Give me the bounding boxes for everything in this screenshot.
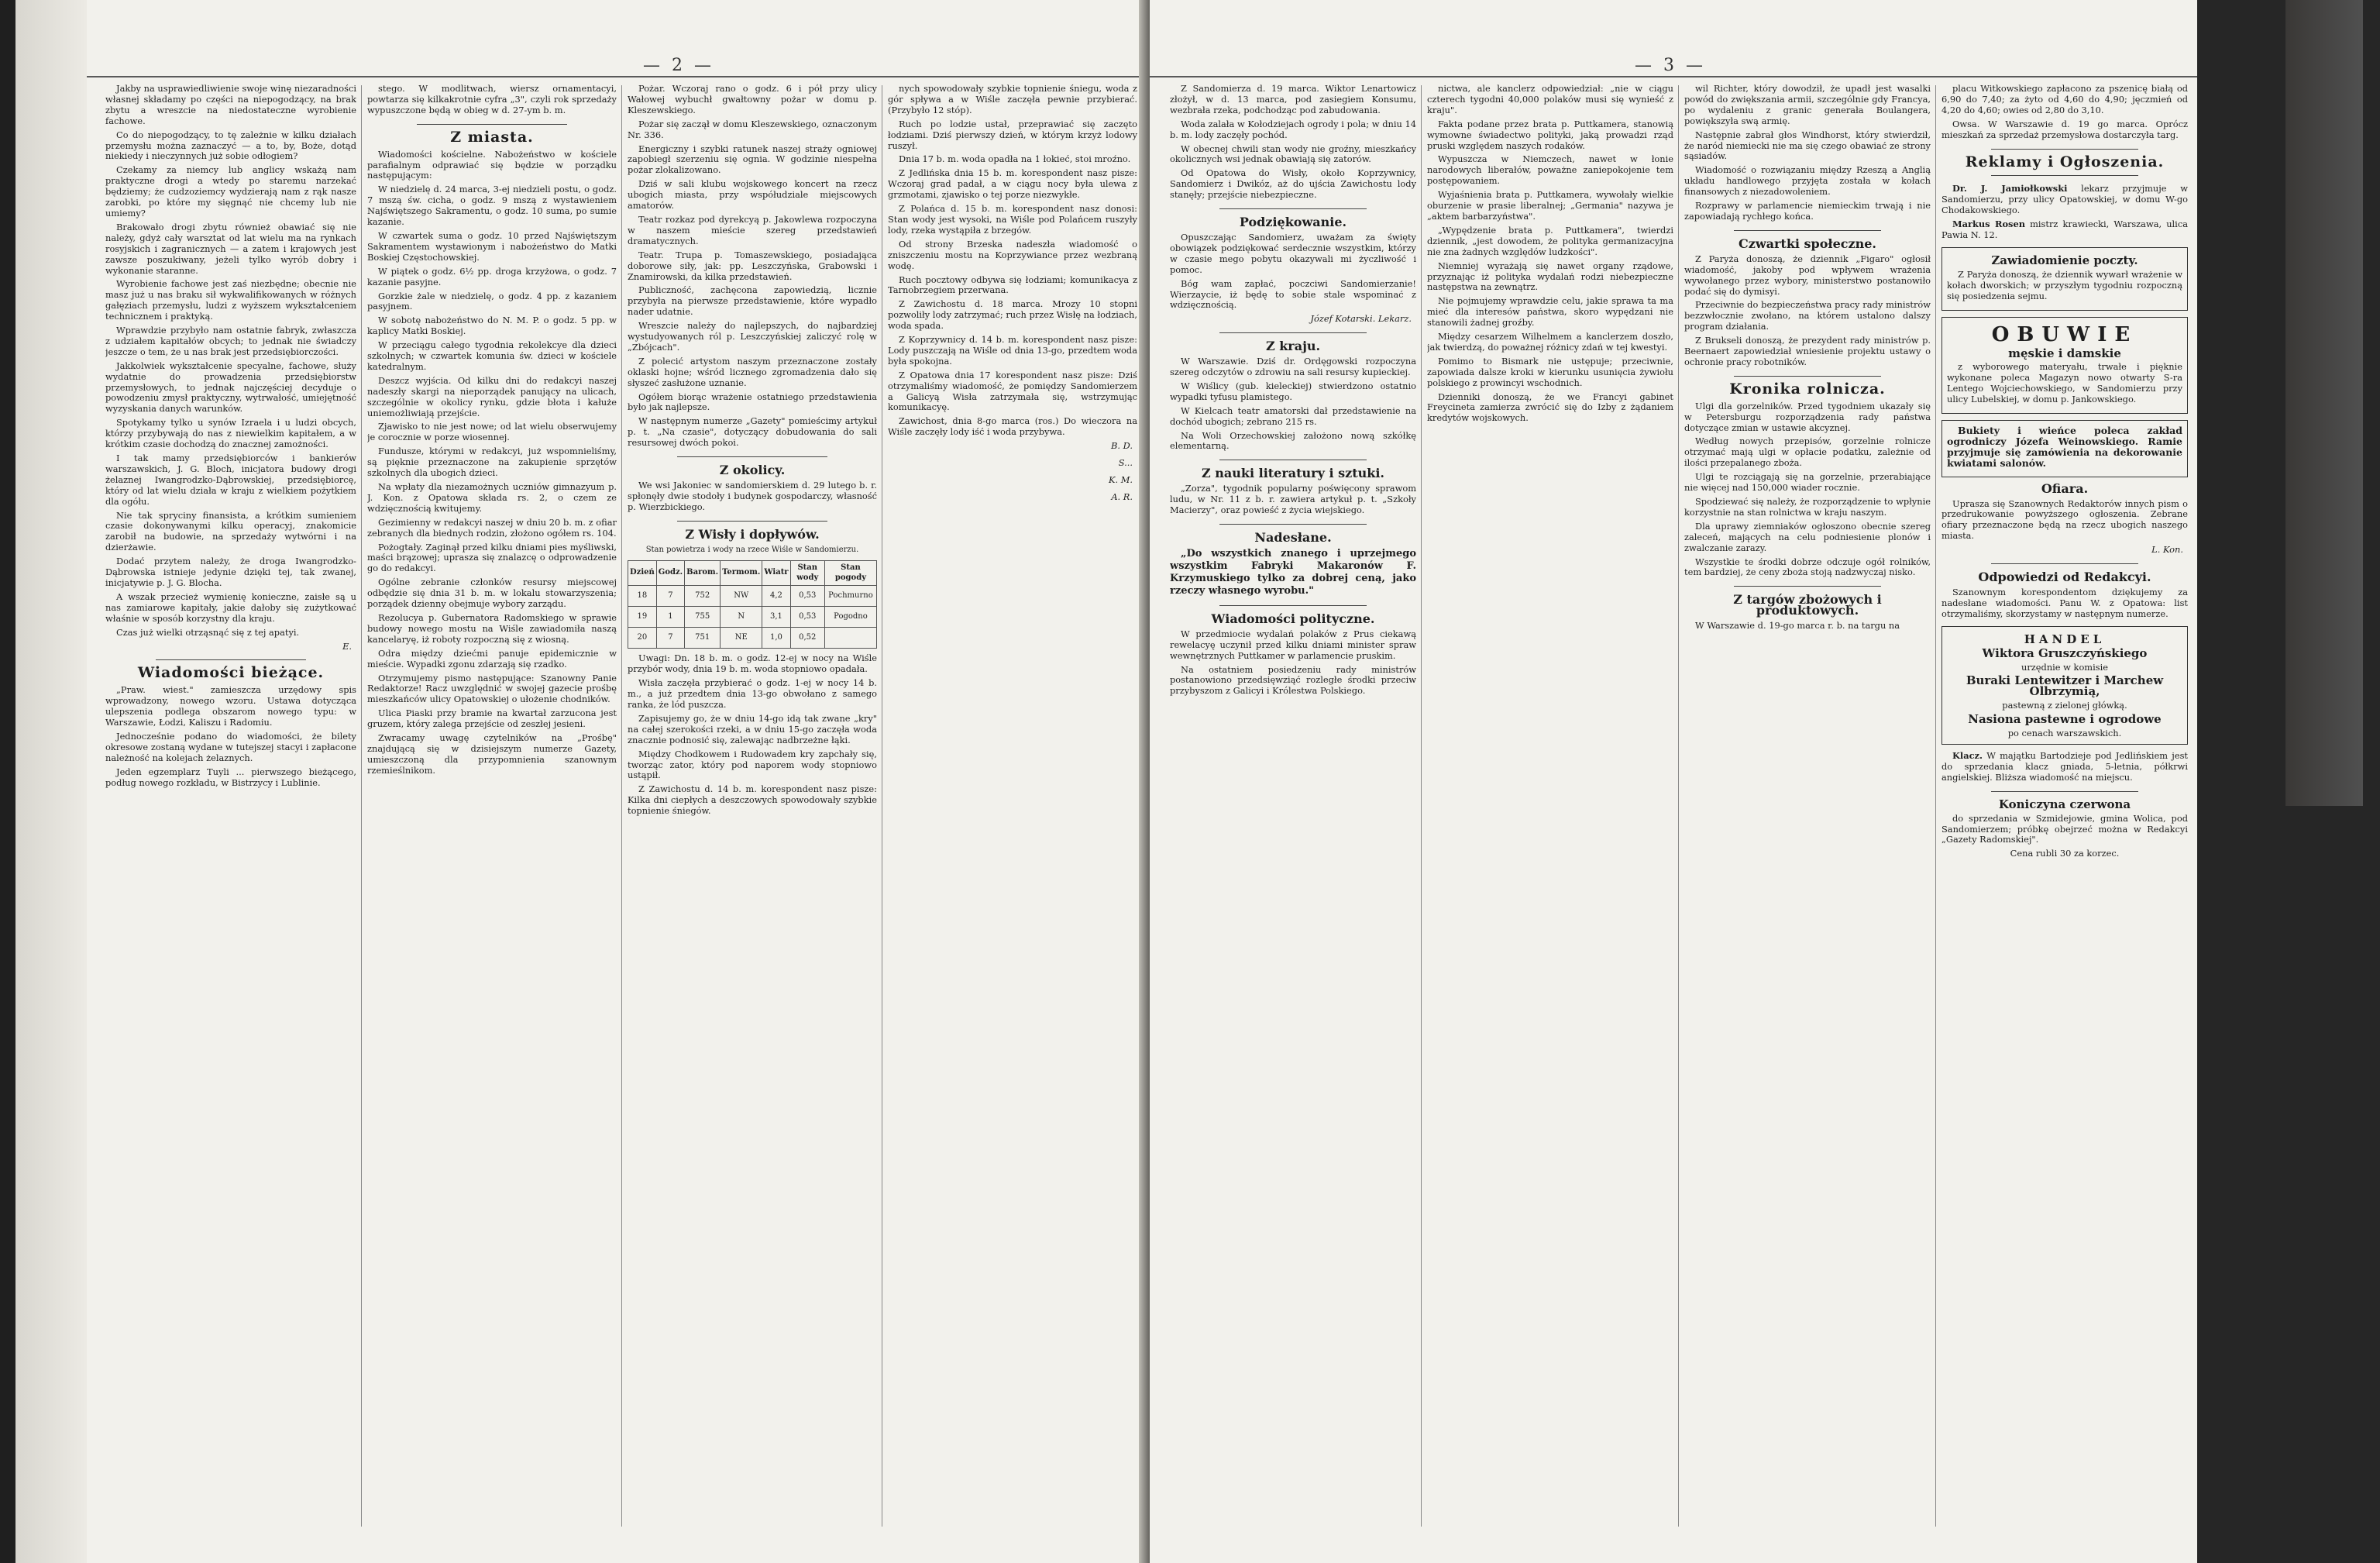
paragraph: Wyjaśnienia brata p. Puttkamera, wywołały wielkie oburzenie w prasie liberalnej; „Germania" nazywa je „aktem barbarzyństwa". [1427, 189, 1673, 222]
paragraph: Na wpłaty dla niezamożnych uczniów gimnazyum p. J. Kon. z Opatowa składa rs. 2, o czem ze wdzięcznością kwitujemy. [367, 481, 617, 514]
divider [1219, 208, 1367, 209]
column-4 [888, 84, 1137, 1541]
article-text [1170, 232, 1416, 311]
page-number: — 3 — [1635, 56, 1706, 75]
table-cell: 7 [656, 628, 684, 649]
paragraph: Otrzymujemy pismo następujące: Szanowny Panie Redaktorze! Racz uwzględnić w swojej gazecie prośbę mieszkańców ulicy Opatowskiej o ułożenie chodników. [367, 672, 617, 705]
section-heading: Z Wisły i dopływów. [685, 526, 820, 542]
signature: K. M. [1108, 474, 1133, 485]
ad-text: lekarz przyjmuje w Sandomierzu, przy ulicy Opatowskiej, w domu W-go Chodakowskiego. [1941, 183, 2188, 216]
paragraph: Uwagi: Dn. 18 b. m. o godz. 12-ej w nocy na Wiśle przybór wody, dnia 19 b. m. woda stopniowo opadała. [628, 652, 877, 675]
ad-name: Wiktora Gruszczyńskiego [1982, 646, 2148, 660]
paragraph: A wszak przecież wymienię konieczne, zaisłe są u nas zamiarowe kapitały, jakie dałoby się zużytkować właśnie w sposób korzystny dla kraju. [105, 590, 356, 624]
ad-box [1941, 317, 2188, 414]
section-heading: Z nauki literatury i sztuki. [1202, 466, 1384, 481]
article-text [628, 480, 877, 513]
article-text [1170, 484, 1416, 516]
table-cell: Pogodno [824, 607, 876, 628]
paragraph: Zawichost, dnia 8-go marca (ros.) Do wieczora na Wiśle zaczęły lody iść i woda przybywa. [888, 415, 1137, 438]
signature: A. R. [1111, 491, 1133, 502]
paragraph: „Zorza", tygodnik popularny poświęcony sprawom ludu, w Nr. 11 z b. r. zawiera artykuł p. t. „Szkoły Macierzy", oraz powieść z życia wiejskiego. [1170, 483, 1416, 516]
ad-text: po cenach warszawskich. [2007, 728, 2122, 739]
article-text [1170, 356, 1416, 452]
ad-text: Bukiety i wieńce poleca zakład ogrodniczy Józefa Weinowskiego. Ramie przyjmuje się zamówienia na dekorowanie kwiatami salonów. [1947, 425, 2182, 469]
paragraph: Wreszcie należy do najlepszych, do najbardziej wystudyowanych ról p. Leszczyńskiej zaliczyć rolę w „Zbójcach". [628, 320, 877, 353]
article-text [628, 84, 877, 449]
ad-name: Klacz. [1952, 749, 1983, 761]
column-1 [1170, 84, 1416, 1541]
paragraph: Z Zawichostu d. 14 b. m. korespondent nasz pisze: Kilka dni ciepłych a deszczowych spowodowały szybkie topnienie śniegów. [628, 783, 877, 817]
article-text [1684, 254, 1931, 368]
paragraph: Dzienniki donoszą, że we Francyi gabinet Freycineta zamierza zwrócić się do Izby z żądaniem kredytów wojskowych. [1427, 391, 1673, 424]
article-text [1941, 84, 2188, 141]
paragraph: W czwartek suma o godz. 10 przed Najświętszym Sakramentem wystawionym i nabożeństwo do Matki Boskiej Częstochowskiej. [367, 229, 617, 263]
page-number: — 2 — [643, 56, 714, 75]
table-cell: 755 [685, 607, 721, 628]
paragraph: Zapisujemy go, że w dniu 14-go idą tak zwane „kry" na całej szerokości rzeki, a w dniu 15-go zaczęła woda znacznie podnosić się, zalewając nadbrzeżne łąki. [628, 712, 877, 745]
paragraph: Następnie zabrał głos Windhorst, który stwierdził, że naród niemiecki nie ma się czego obawiać ze strony sąsiadów. [1684, 129, 1931, 162]
ad-name: Markus Rosen [1952, 219, 2026, 230]
ad-text: Uprasza się Szanownych Redaktorów innych pism o przedrukowanie powyższego ogłoszenia. Zebrane ofiary przeznaczone będą na rzecz ubogich naszego miasta. [1941, 497, 2188, 542]
paragraph: Przeciwnie do bezpieczeństwa pracy rady ministrów bezzwłocznie zwołano, na którem ustalono dalszy program działania. [1684, 299, 1931, 332]
table-cell: 20 [628, 628, 657, 649]
table-row [628, 586, 877, 607]
ad-title: HANDEL [2024, 632, 2106, 646]
table-cell: 0,52 [790, 628, 824, 649]
column-3 [1684, 84, 1931, 1541]
paragraph: Ulgi te rozciągają się na gorzelnie, przerabiające nie więcej nad 150,000 wiader rocznie. [1684, 471, 1931, 494]
table-row [628, 628, 877, 649]
divider [1991, 563, 2139, 564]
section-heading: Z miasta. [450, 128, 534, 146]
paragraph: Owsa. W Warszawie d. 19 go marca. Oprócz mieszkań za sprzedaż przemysłowa dostarczyła targ. [1941, 118, 2188, 140]
table-cell: NE [721, 628, 762, 649]
paragraph: nych spowodowały szybkie topnienie śniegu, woda z gór spływa a w Wiśle zaczęła pewnie przybierać. (Przybyło 12 stóp). [888, 84, 1137, 115]
divider [1734, 376, 1882, 377]
column-divider [621, 85, 622, 1527]
paragraph: Woda zalała w Kołodziejach ogrody i pola; w dniu 14 b. m. lody zaczęły pochód. [1170, 118, 1416, 140]
paragraph: Wypuszcza w Niemczech, nawet w łonie narodowych liberałów, poważne zaniepokojenie tem postępowaniem. [1427, 153, 1673, 187]
column-2 [1427, 84, 1673, 1541]
section-heading: Wiadomości bieżące. [137, 664, 325, 682]
article-text [367, 84, 617, 116]
ad-text: Nasiona pastewne i ogrodowe [1968, 712, 2162, 727]
divider [1219, 605, 1367, 606]
divider [1219, 332, 1367, 333]
paragraph: wil Richter, który dowodził, że upadł jest wasalki powód do zwiększania armii, szczególnie gdy Francya, po wydaleniu z granic generała Boulangera, powiększyła swą armię. [1684, 84, 1931, 126]
article-text [1170, 84, 1416, 201]
ad-title: OBUWIE [1991, 322, 2138, 346]
article-text [1684, 621, 1931, 632]
table-header-cell: Barom. [685, 560, 721, 586]
paragraph: W następnym numerze „Gazety" pomieścimy artykuł p. t. „Na czasie", dotyczący dobudowania do sali resursowej dwóch pokoi. [628, 415, 877, 449]
paragraph: We wsi Jakoniec w sandomierskiem d. 29 lutego b. r. spłonęły dwie stodoły i budynek gospodarczy, własność p. Wierzbickiego. [628, 480, 877, 512]
article-text [105, 685, 356, 788]
paragraph: Ogółem biorąc wrażenie ostatniego przedstawienia było jak najlepsze. [628, 391, 877, 413]
paragraph: Wiadomości kościelne. Nabożeństwo w kościele parafialnym odprawiać się będzie w porządku następującym: [367, 148, 617, 181]
article-text [105, 84, 356, 639]
section-heading: Kronika rolnicza. [1729, 380, 1886, 398]
background-object [2285, 0, 2363, 806]
paragraph: „Wypędzenie brata p. Puttkamera", twierdzi dziennik, „jest dowodem, że polityka germanizacyjna nie zna żadnych względów ludzkości". [1427, 224, 1673, 257]
ad-text: Z Paryża donoszą, że dziennik wywarł wrażenie w kołach dworskich; w przyszłym tygodniu rozpoczną się posiedzenia sejmu. [1947, 268, 2182, 301]
header-rule [1150, 76, 2197, 77]
paragraph: Z Polańca d. 15 b. m. korespondent nasz donosi: Stan wody jest wysoki, na Wiśle pod Polańcem ruszyły lody, rzeka wystąpiła z brzegów. [888, 203, 1137, 236]
table-header-cell: Godz. [656, 560, 684, 586]
ad-subtitle: męskie i damskie [2008, 346, 2121, 360]
paragraph: Dziś w sali klubu wojskowego koncert na rzecz ubogich miasta, przy współudziale miejscowych amatorów. [628, 178, 877, 212]
table-cell: 1 [656, 607, 684, 628]
ad-text: do sprzedania w Szmidejowie, gmina Wolica, pod Sandomierzem; próbkę obejrzeć można w Redakcyi „Gazety Radomskiej". [1941, 812, 2188, 845]
column-4-advertisements [1941, 84, 2188, 1541]
paragraph: W przedmiocie wydalań polaków z Prus ciekawą rewelacyę uczynił przed kilku dniami minister spraw wewnętrznych Puttkamer w parlamencie pruskim. [1170, 628, 1416, 661]
article-text [888, 84, 1137, 438]
paragraph: Ruch po lodzie ustał, przeprawiać się zaczęto łodziami. Dziś pierwszy dzień, w którym krzyż lodowy ruszył. [888, 118, 1137, 151]
paragraph: Z Jedlińska dnia 15 b. m. korespondent nasz pisze: Wczoraj grad padał, a w ciągu nocy była ulewa z grzmotami, zjawisko o tej porze niezwykłe. [888, 167, 1137, 201]
paragraph: W piątek o godz. 6½ pp. droga krzyżowa, o godz. 7 kazanie pasyjne. [367, 265, 617, 287]
paragraph: Czekamy za niemcy lub anglicy wskażą nam praktyczne drogi a wtedy po staremu narzekać będziemy; że cudzoziemcy wydzierają nam z rąk nasze zarobki, po które my sięgnąć nie chcemy lub nie umiemy? [105, 164, 356, 219]
table-cell: NW [721, 586, 762, 607]
paragraph: Od Opatowa do Wisły, około Koprzywnicy, Sandomierz i Dwikóz, aż do ujścia Zawichostu lody stanęły; przejście niebezpieczne. [1170, 167, 1416, 201]
paragraph: Deszcz wyjścia. Od kilku dni do redakcyi naszej nadeszły skargi na nieporządek panujący na ulicach, szczególnie w okolicy rynku, gdzie błota i kałuże uniemożliwiają przejście. [367, 374, 617, 418]
paragraph: Od strony Brzeska nadeszła wiadomość o zniszczeniu mostu na Koprzywiance przez wezbraną wodę. [888, 238, 1137, 271]
paragraph: Nie pojmujemy wprawdzie celu, jakie sprawa ta ma mieć dla interesów państwa, skoro wypędzani nie stanowili żadnej groźby. [1427, 295, 1673, 329]
table-header-cell: Stan pogody [824, 560, 876, 586]
divider [417, 124, 566, 125]
table-cell: 19 [628, 607, 657, 628]
ad-text: Buraki Lentewitzer i Marchew Olbrzymią, [1966, 673, 2164, 699]
paragraph: Pomimo to Bismark nie ustępuje; przeciwnie, zapowiada dalsze kroki w kierunku usunięcia żywiołu polskiego z prowincyi wschodnich. [1427, 355, 1673, 388]
header-rule [87, 76, 1147, 77]
table-cell: 7 [656, 586, 684, 607]
article-text [1427, 84, 1673, 424]
table-header-cell: Stan wody [790, 560, 824, 586]
signature: E. [342, 640, 352, 652]
paragraph: „Praw. wiest." zamieszcza urzędowy spis wprowadzony, nowego wzoru. Ustawa dotycząca ulepszenia podlega obszarom nowego typu: w Warszawie, Łodzi, Kaliszu i Radomiu. [105, 684, 356, 728]
paragraph: Wprawdzie przybyło nam ostatnie fabryk, zwłaszcza z udziałem kapitałów obcych; to jednak nie świadczy jeszcze o tem, że u nas brak jest przedsiębiorczości. [105, 325, 356, 357]
paragraph: W sobotę nabożeństwo do N. M. P. o godz. 5 pp. w kaplicy Matki Boskiej. [367, 315, 617, 337]
paragraph: Z Paryża donoszą, że dziennik „Figaro" ogłosił wiadomość, jakoby pod wpływem wrażenia wywołanego przez wybory, ministerstwo postanowiło podać się do dymisyi. [1684, 253, 1931, 297]
divider [1991, 791, 2139, 792]
section-heading: Czwartki społeczne. [1739, 236, 1876, 251]
paragraph: Gezimienny w redakcyi naszej w dniu 20 b. m. z ofiar zebranych dla biednych rodzin, złożono ogółem rs. 104. [367, 516, 617, 539]
paragraph: Ruch pocztowy odbywa się łodziami; komunikacya z Tarnobrzegiem przerwana. [888, 274, 1137, 296]
left-page [87, 0, 1147, 1563]
paragraph: Z Opatowa dnia 17 korespondent nasz pisze: Dziś otrzymaliśmy wiadomość, że pomiędzy Sandomierzem a Galicyą Wisła zatrzymała się, wstrzymując komunikacyę. [888, 369, 1137, 413]
signature: Józef Kotarski. Lekarz. [1310, 313, 1412, 325]
article-text [1170, 629, 1416, 697]
table-cell: Pochmurno [824, 586, 876, 607]
paragraph: Zjawisko to nie jest nowe; od lat wielu obserwujemy je corocznie w porze wiosennej. [367, 421, 617, 443]
table-cell: 3,1 [762, 607, 790, 628]
paragraph: Zwracamy uwagę czytelników na „Prośbę" znajdującą się w dzisiejszym numerze Gazety, umieszczoną dla przypomnienia szanownym rzemieślnikom. [367, 732, 617, 776]
column-2 [367, 84, 617, 1541]
paragraph: Pożogtały. Zaginął przed kilku dniami pies myśliwski, maści brązowej; uprasza się znalazcę o odprowadzenie go do redakcyi. [367, 541, 617, 574]
paragraph: Jakby na usprawiedliwienie swoje winę niezaradności własnej składamy po części na niepogodzący, na brak zbytu a wreszcie na niedostateczne wyrobienie fachowe. [105, 84, 356, 126]
ad-text: Szanownym korespondentom dziękujemy za nadesłane wiadomości. Panu W. z Opatowa: list otrzymaliśmy, skorzystamy w następnym numerze. [1941, 587, 2188, 619]
article-text [628, 784, 877, 817]
article-text [367, 150, 617, 776]
paragraph: Niemniej wyrażają się nawet organy rządowe, przyznając iż polityka wydalań rodzi niebezpieczne następstwa na zewnątrz. [1427, 260, 1673, 293]
paragraph: Rozprawy w parlamencie niemieckim trwają i nie zapowiadają rychłego końca. [1684, 200, 1931, 222]
paragraph: Energiczny i szybki ratunek naszej straży ogniowej zapobiegł szerzeniu się ognia. W godzinie niespełna pożar zlokalizowano. [628, 143, 877, 176]
section-heading: Wiadomości polityczne. [1211, 611, 1375, 626]
table-cell: 0,53 [790, 586, 824, 607]
divider [677, 456, 827, 457]
paragraph: W Warszawie d. 19-go marca r. b. na targu na [1695, 620, 1900, 632]
ad-title: Zawiadomienie poczty. [1991, 253, 2138, 267]
stacked-page-edges [15, 0, 93, 1563]
paragraph: Według nowych przepisów, gorzelnie rolnicze otrzymać mają ulgi w opłacie podatku, zależnie od ilości przepalanego zboża. [1684, 436, 1931, 469]
paragraph: W Warszawie. Dziś dr. Ordęgowski rozpoczyna szereg odczytów o zdrowiu na sali resursy kupieckiej. [1170, 356, 1416, 378]
paragraph: Ulgi dla gorzelników. Przed tygodniem ukazały się w Petersburgu rozporządzenia rady państwa dotyczące zmian w ustawie akcyznej. [1684, 400, 1931, 433]
table-cell: 1,0 [762, 628, 790, 649]
paragraph: Co do niepogodzący, to tę zależnie w kilku działach przemysłu można zaznaczyć — a to, by, Boże, dotąd niekiedy i nieczynnych już sobie odłogiem? [105, 129, 356, 162]
paragraph: Z Koprzywnicy d. 14 b. m. korespondent nasz pisze: Lody puszczają na Wiśle od dnia 13-go, przedtem woda była spokojna. [888, 334, 1137, 367]
paragraph: Z Sandomierza d. 19 marca. Wiktor Lenartowicz złożył, w d. 13 marca, pod zasiegiem Konsumu, wezbrała rzeka, podchodząc pod zabudowania. [1170, 84, 1416, 115]
paragraph: Rezolucya p. Gubernatora Radomskiego w sprawie budowy nowego mostu na Wiśle zawiadomiła naszą kancelaryę, iż roboty rozpoczną się z wiosną. [367, 611, 617, 645]
paragraph: W Wiślicy (gub. kieleckiej) stwierdzono ostatnio wypadki tyfusu plamistego. [1170, 380, 1416, 402]
divider [1219, 524, 1367, 525]
ad-title: Odpowiedzi od Redakcyi. [1978, 570, 2151, 585]
ad-text: W majątku Bartodzieje pod Jedlińskiem jest do sprzedania klacz gniada, 5-letnia, półkrwi angielskiej. Bliższa wiadomość na miejscu. [1941, 749, 2188, 783]
paragraph: W obecnej chwili stan wody nie groźny, mieszkańcy okolicznych wsi jednak obawiają się zatorów. [1170, 143, 1416, 165]
table-caption: Stan powietrza i wody na rzece Wiśle w Sandomierzu. [645, 545, 859, 554]
paragraph: W Kielcach teatr amatorski dał przedstawienie na dochód ubogich; zebrano 215 rs. [1170, 405, 1416, 427]
table-cell: 4,2 [762, 586, 790, 607]
paragraph: Wisła zaczęła przybierać o godz. 1-ej w nocy 14 b. m., a już przedtem dnia 13-go obwołano z samego ranka, że lód puszcza. [628, 677, 877, 710]
paragraph: Fakta podane przez brata p. Puttkamera, stanowią wymowne świadectwo polityki, jaką prowadzi rząd pruski względem naszych rodaków. [1427, 118, 1673, 151]
divider [1991, 175, 2139, 176]
paragraph: W niedzielę d. 24 marca, 3-ej niedzieli postu, o godz. 7 mszą św. cicha, o godz. 9 mszą z wystawieniem Najświętszego Sakramentu, o godz. 10 suma, po sumie kazanie. [367, 184, 617, 228]
section-heading: Z targów zbożowych i produktowych. [1733, 592, 1882, 618]
article-text [1684, 84, 1931, 222]
paragraph: Jakkolwiek wykształcenie specyalne, fachowe, służy wydatnie do prowadzenia przedsiębiorstw przemysłowych, to jednak najczęściej decyduje o powodzeniu zmysł praktyczny, wytrwałość, umiejętność wyzyskania danych warunków. [105, 360, 356, 415]
paragraph: nictwa, ale kanclerz odpowiedział: „nie w ciągu czterech tygodni 40,000 polaków musi się wynieść z kraju". [1427, 84, 1673, 115]
column-3 [628, 84, 877, 1541]
divider [156, 659, 306, 660]
paragraph: I tak mamy przedsiębiorców i bankierów warszawskich, J. G. Bloch, inicjatora budowy drogi żelaznej Iwangrodzko-Dąbrowskiej, przedsiębiorcę, który od lat wielu działa w kraju z wielkiem pożytkiem dla ogółu. [105, 453, 356, 507]
table-header-cell: Wiatr [762, 560, 790, 586]
paragraph: Na ostatniem posiedzeniu rady ministrów postanowiono przedsięwziąć rozległe środki przeciw przybyszom z Galicyi i Królestwa Polskiego. [1170, 663, 1416, 697]
column-1 [105, 84, 356, 1541]
paragraph: Czas już wielki otrząsnąć się z tej apatyi. [116, 626, 300, 638]
table-cell: 18 [628, 586, 657, 607]
divider [1734, 586, 1882, 587]
paragraph: Bóg wam zapłać, poczciwi Sandomierzanie! Wierzaycie, iż będę to sobie stale wspominać z wdzięcznością. [1170, 277, 1416, 311]
table-row [628, 607, 877, 628]
paragraph: Wszystkie te środki dobrze odczuje ogół rolników, tem bardziej, że ceny zboża stoją nadzwyczaj nisko. [1684, 556, 1931, 578]
divider [1734, 230, 1882, 231]
paragraph: W przeciągu całego tygodnia rekolekcye dla dzieci szkolnych; w czwartek komunia św. dzieci w kościele katedralnym. [367, 339, 617, 372]
ad-text: mistrz krawiecki, Warszawa, ulica Pawia N. 12. [1941, 219, 2188, 241]
paragraph: stego. W modlitwach, wiersz ornamentacyi, powtarza się kilkakrotnie cyfra „3", czyli rok sprzedaży wypuszczone będą w obieg w d. 27-ym b. m. [367, 84, 617, 115]
paragraph: Spodziewać się należy, że rozporządzenie to wpłynie korzystnie na stan rolnictwa w kraju naszym. [1684, 496, 1931, 518]
paragraph: Spotykamy tylko u synów Izraela i u ludzi obcych, którzy przybywają do nas z niewielkim kapitałem, a w krótkim czasie dochodzą do znacznej zamożności. [105, 417, 356, 450]
column-divider [361, 85, 362, 1527]
paragraph: Pożar. Wczoraj rano o godz. 6 i pół przy ulicy Wałowej wybuchł gwałtowny pożar w domu p. Kleszewskiego. [628, 84, 877, 115]
column-divider [1678, 85, 1679, 1527]
paragraph: Z Zawichostu d. 18 marca. Mrozy 10 stopni pozwoliły lody zatrzymać; ruch przez Wisłę na łodziach, woda spada. [888, 298, 1137, 332]
ad-box [1941, 247, 2188, 311]
ad-text: Cena rubli 30 za korzec. [2010, 848, 2120, 859]
ad-box [1941, 420, 2188, 477]
paragraph: Pożar się zaczął w domu Kleszewskiego, oznaczonym Nr. 336. [628, 118, 877, 140]
divider [1991, 149, 2139, 150]
ad-title: Ofiara. [2041, 480, 2089, 496]
paragraph: Między Chodkowem i Rudowadem kry zapchały się, tworząc zator, który pod naporem wody stopniowo ustąpił. [628, 748, 877, 781]
article-text [1684, 401, 1931, 579]
table-cell [824, 628, 876, 649]
section-heading: Z kraju. [1265, 339, 1321, 354]
table-header-cell: Termom. [721, 560, 762, 586]
table-cell: 751 [685, 628, 721, 649]
section-heading: Podziękowanie. [1239, 215, 1347, 230]
river-table [628, 560, 877, 649]
paragraph: Teatr. Trupa p. Tomaszewskiego, posiadająca doborowe siły, jak: pp. Leszczyńska, Grabowski i Znamirowski, da kilka przedstawień. [628, 249, 877, 282]
paragraph: Nie tak spryciny finansista, a krótkim sumieniem czasie dokonywanymi kilku operacyj, znakomicie zarobił na budowie, na sprzedaży wytwórni i na dzierżawie. [105, 509, 356, 553]
ad-title: Koniczyna czerwona [1998, 797, 2131, 811]
column-divider [1421, 85, 1422, 1527]
section-heading: Nadesłane. [1254, 530, 1332, 545]
paragraph: Dodać przytem należy, że droga Iwangrodzko-Dąbrowska istnieje jedynie dzięki tej, tak zwanej, inicjatywie p. J. G. Blocha. [105, 556, 356, 588]
paragraph: Z Brukseli donoszą, że prezydent rady ministrów p. Beernaert zapowiedział wniesienie projektu ustawy o ochronie pracy robotników. [1684, 335, 1931, 367]
ad-text: z wyborowego materyału, trwałe i pięknie wykonane poleca Magazyn nowo otwarty S-ra Lentego Wojciechowskiego, w Sandomierzu przy ulicy Lubelskiej, w domu p. Jankowskiego. [1947, 361, 2182, 405]
paragraph: Teatr rozkaz pod dyrekcyą p. Jakowlewa rozpoczyna w naszem mieście szereg przedstawień dramatycznych. [628, 213, 877, 246]
ad-text: urzędnie w komisie [2021, 661, 2108, 673]
paragraph: Brakowało drogi zbytu również obawiać się nie należy, gdyż cały warsztat od lat wielu ma na rynkach rosyjskich i zagranicznych — a zatem i krajowych jest zawsze poszukiwany, jeżeli tylko wyrób dobry i wykonanie staranne. [105, 221, 356, 276]
paragraph: Jeden egzemplarz Tuyli ... pierwszego bieżącego, podług nowego rozkładu, w Bistrzycy i Lublinie. [105, 766, 356, 788]
table-header-cell: Dzień [628, 560, 657, 586]
right-page [1150, 0, 2197, 1563]
notice: „Do wszystkich znanego i uprzejmego wszystkim Fabryki Makaronów F. Krzymuskiego tylko za dobrej ceną, jako rzeczy własnego wyrobu." [1170, 547, 1416, 597]
paragraph: Gorzkie żale w niedzielę, o godz. 4 pp. z kazaniem pasyjnem. [367, 290, 617, 312]
ad-text: pastewną z zielonej główką. [2002, 700, 2127, 711]
paragraph: placu Witkowskiego zapłacono za pszenicę białą od 6,90 do 7,40; za żyto od 4,60 do 4,90; jęczmień od 4,20 do 4,60; owies od 2,80 do 3,10. [1941, 84, 2188, 115]
paragraph: Wyrobienie fachowe jest zaś niezbędne; obecnie nie masz już u nas braku sił wykwalifikowanych w różnych gałęziach przemysłu, ludzi z wyższem wykształceniem technicznem i praktyką. [105, 278, 356, 322]
paragraph: Wiadomość o rozwiązaniu między Rzeszą a Anglią układu handlowego przyjęta została w kołach finansowych z niezadowoleniem. [1684, 164, 1931, 198]
paragraph: Na Woli Orzechowskiej założono nową szkółkę elementarną. [1170, 429, 1416, 452]
ads-heading: Reklamy i Ogłoszenia. [1965, 153, 2165, 170]
signature: B. D. [1111, 440, 1133, 452]
paragraph: Między cesarzem Wilhelmem a kanclerzem doszło, jak twierdzą, do poważnej różnicy zdań w tej kwestyi. [1427, 331, 1673, 353]
signature: L. Kon. [2151, 544, 2183, 556]
article-text [628, 653, 877, 781]
paragraph: Jednocześnie podano do wiadomości, że bilety okresowe zostaną wydane w tutejszej stacyi i zapłacone należność na kolejach żelaznych. [105, 730, 356, 763]
section-heading: Z okolicy. [719, 463, 786, 478]
paragraph: Publiczność, zachęcona zapowiedzią, licznie przybyła na pierwsze przedstawienie, które wypadło nader udatnie. [628, 284, 877, 318]
column-divider [1935, 85, 1936, 1527]
divider [677, 521, 827, 522]
ad-name: Dr. J. Jamiołkowski [1952, 183, 2068, 195]
paragraph: Ulica Piaski przy bramie na kwartał zarzucona jest gruzem, który zalega przejście od zeszłej jesieni. [367, 707, 617, 730]
table-cell: 0,53 [790, 607, 824, 628]
paragraph: Odra między dziećmi panuje epidemicznie w mieście. Wypadki zgonu zdarzają się rzadko. [367, 647, 617, 670]
signature: S... [1118, 457, 1133, 469]
paragraph: Ogólne zebranie członków resursy miejscowej odbędzie się dnia 31 b. m. w lokalu stowarzyszenia; porządek dzienny obejmuje wybory zarządu. [367, 577, 617, 610]
table-cell: 752 [685, 586, 721, 607]
paragraph: Dnia 17 b. m. woda opadła na 1 łokieć, stoi mroźno. [899, 153, 1131, 165]
ad-box [1941, 626, 2188, 745]
paragraph: Dla uprawy ziemniaków ogłoszono obecnie szereg zaleceń, mających na celu podniesienie plonów i zwalczanie zarazy. [1684, 520, 1931, 553]
paragraph: Opuszczając Sandomierz, uważam za święty obowiązek podziękować serdecznie wszystkim, którzy w czasie mego pobytu okazywali mi życzliwość i pomoc. [1170, 231, 1416, 275]
paragraph: Z polecić artystom naszym przeznaczone zostały oklaski hojne; wśród licznego zgromadzenia dało się słyszeć zasłużone uznanie. [628, 355, 877, 388]
paragraph: Fundusze, którymi w redakcyi, już wspomnieliśmy, są pięknie przeznaczone na zakupienie sprzętów szkolnych dla ubogich dzieci. [367, 446, 617, 479]
table-cell: N [721, 607, 762, 628]
